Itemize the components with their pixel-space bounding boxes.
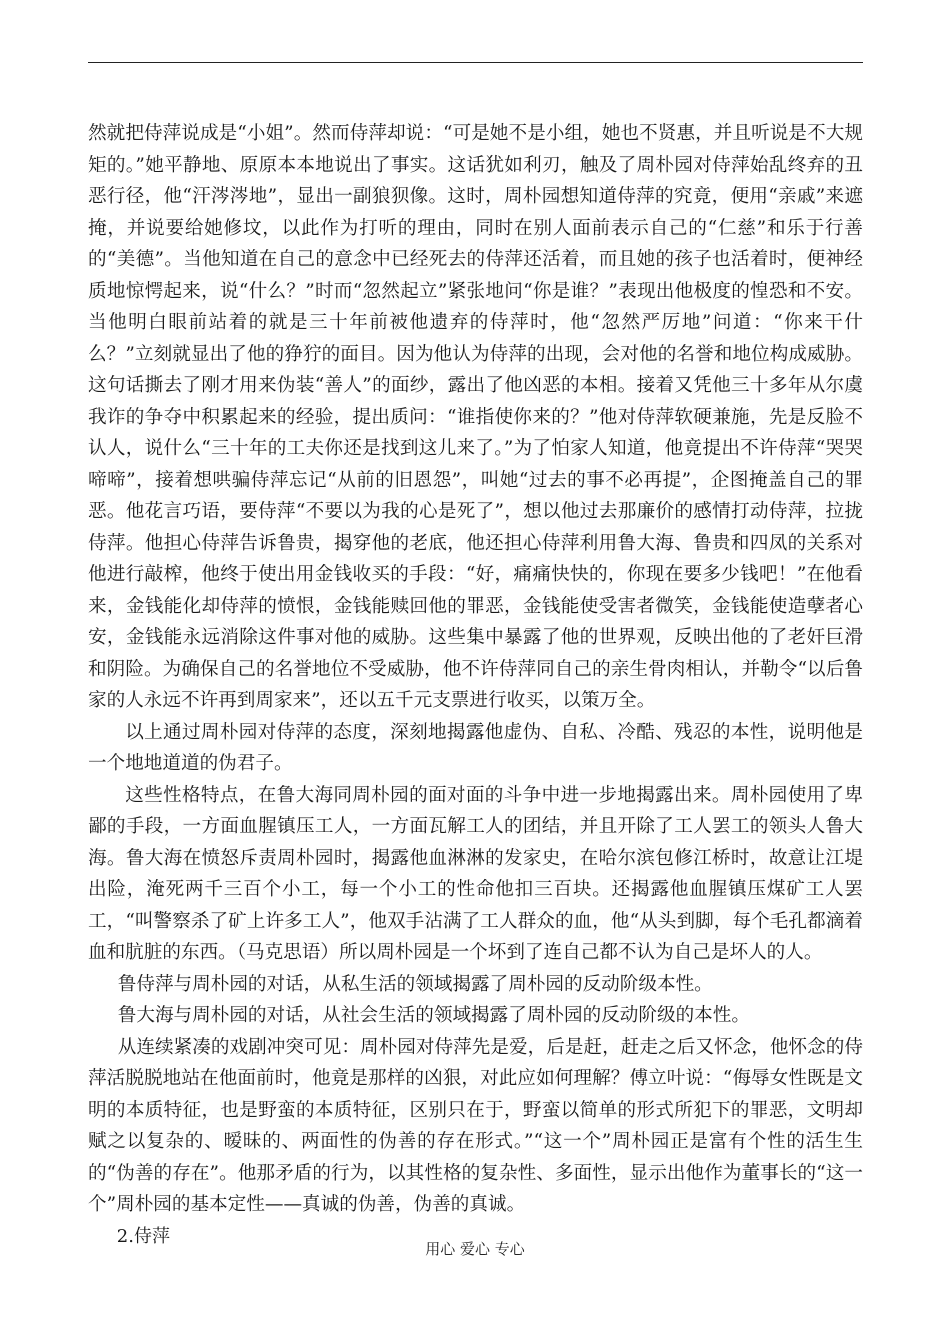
paragraph-continuation: 然就把侍萍说成是“小姐”。然而侍萍却说：“可是她不是小组，她也不贤惠，并且听说是不大规矩的。”她平静地、原原本本地说出了事实。这话犹如利刃，触及了周朴园对侍萍始乱终弃的丑恶行径，他“汗涔涔地”，显出一副狼狈像。这时，周朴园想知道侍萍的究竟，便用“亲戚”来遮掩，并说要给她修坟，以此作为打听的理由，同时在别人面前表示自己的“仁慈”和乐于行善的“美德”。当他知道在自己的意念中已经死去的侍萍还活着，而且她的孩子也活着时，便神经质地惊愕起来，说“什么？”时而“忽然起立”紧张地问“你是谁？”表现出他极度的惶恐和不安。当他明白眼前站着的就是三十年前被他遗弃的侍萍时，他“忽然严厉地”问道：“你来干什么？”立刻就显出了他的狰狞的面目。因为他认为侍萍的出现，会对他的名誉和地位构成威胁。这句话撕去了刚才用来伪装“善人”的面纱，露出了他凶恶的本相。接着又凭他三十多年从尔虞我诈的争夺中积累起来的经验，提出质问：“谁指使你来的？”他对侍萍软硬兼施，先是反脸不认人，说什么“三十年的工夫你还是找到这儿来了。”为了怕家人知道，他竟提出不许侍萍“哭哭啼啼”，接着想哄骗侍萍忘记“从前的旧恩怨”，叫她“过去的事不必再提”，企图掩盖自己的罪恶。他花言巧语，要侍萍“不要以为我的心是死了”，想以他过去那廉价的感情打动侍萍，拉拢侍萍。他担心侍萍告诉鲁贵，揭穿他的老底，他还担心侍萍利用鲁大海、鲁贵和四凤的关系对他进行敲榨，他终于使出用金钱收买的手段：“好，痛痛快快的，你现在要多少钱吧！”在他看来，金钱能化却侍萍的愤恨，金钱能赎回他的罪恶，金钱能使受害者微笑，金钱能使造孽者心安，金钱能永远消除这件事对他的威胁。这些集中暴露了他的世界观，反映出他的了老奸巨滑和阴险。为确保自己的名誉地位不受威胁，他不许侍萍同自己的亲生骨肉相认，并勒令“以后鲁家的人永远不许再到周家来”，还以五千元支票进行收买，以策万全。: [88, 123, 863, 711]
document-body: [88, 118, 863, 1252]
paragraph-dahai-struggle: 这些性格特点，在鲁大海同周朴园的面对面的斗争中进一步地揭露出来。周朴园使用了卑鄙的手段，一方面血腥镇压工人，一方面瓦解工人的团结，并且开除了工人罢工的领头人鲁大海。鲁大海在愤怒斥责周朴园时，揭露他血淋淋的发家史，在哈尔滨包修江桥时，故意让江堤出险，淹死两千三百个小工，每一个小工的性命他扣三百块。还揭露他血腥镇压煤矿工人罢工，“叫警察杀了矿上许多工人”，他双手沾满了工人群众的血，他“从头到脚，每个毛孔都滴着血和肮脏的东西。（马克思语）所以周朴园是一个坏到了连自己都不认为自己是坏人的人。: [88, 784, 863, 963]
paragraph-summary: 以上通过周朴园对侍萍的态度，深刻地揭露他虚伪、自私、冷酷、残忍的本性，说明他是一个地地道道的伪君子。: [88, 721, 863, 774]
paragraph-dahai-dialogue: 鲁大海与周朴园的对话，从社会生活的领域揭露了周朴园的反动阶级的本性。: [117, 1005, 750, 1026]
paragraph-conflict-analysis: 从连续紧凑的戏剧冲突可见：周朴园对侍萍先是爱，后是赶，赶走之后又怀念，他怀念的侍萍活脱脱地站在他面前时，他竟是那样的凶狠，对此应如何理解？傅立叶说：“侮辱女性既是文明的本质特征，也是野蛮的本质特征，区别只在于，野蛮以简单的形式所犯下的罪恶，文明却赋之以复杂的、暧昧的、两面性的伪善的存在形式。”“这一个”周朴园正是富有个性的活生生的“伪善的存在”。他那矛盾的行为，以其性格的复杂性、多面性，显示出他作为董事长的“这一个”周朴园的基本定性——真诚的伪善，伪善的真诚。: [88, 1036, 863, 1215]
section-heading: 2.侍萍: [116, 1225, 170, 1247]
paragraph-shiping-dialogue: 鲁侍萍与周朴园的对话，从私生活的领域揭露了周朴园的反动阶级本性。: [117, 973, 713, 995]
header-rule: [88, 62, 863, 63]
page-footer: 用心 爱心 专心: [425, 1240, 525, 1258]
